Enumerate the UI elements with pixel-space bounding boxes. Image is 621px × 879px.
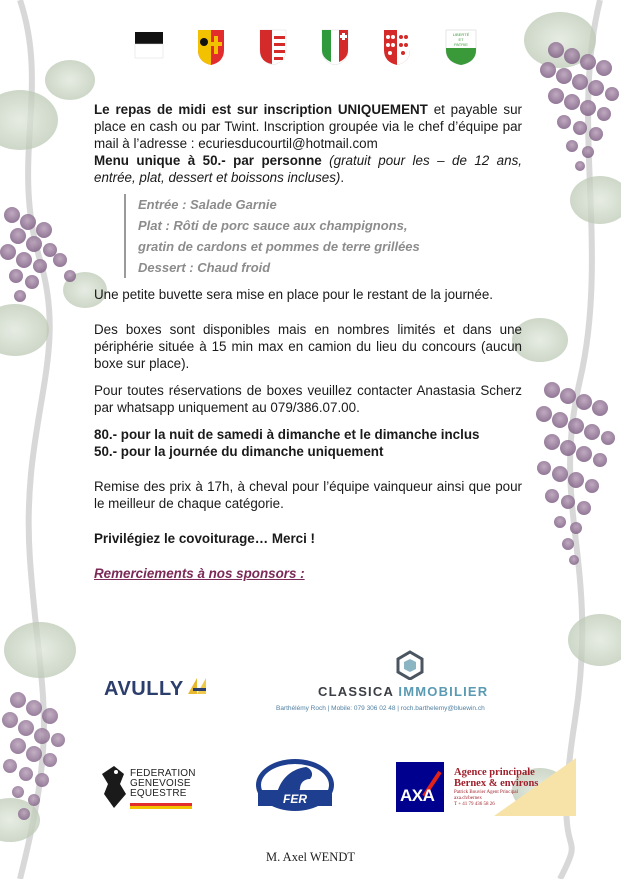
- fribourg-coat-of-arms-icon: [134, 28, 164, 66]
- axa-agency-text: [454, 767, 538, 808]
- lunch-rest-text: et payable sur place en cash ou par Twint. Inscription groupée via le chef d’équipe par mail à l’adresse : ecuriesducourtil@hotmail.com: [94, 102, 522, 151]
- jura-coat-of-arms-icon: [258, 28, 288, 66]
- fge-line2: GENEVOISE: [130, 778, 191, 789]
- vaud-motto-line2: ET: [458, 37, 464, 42]
- prizes-paragraph: Remise des prix à 17h, à cheval pour l’équipe vainqueur ainsi que pour le meilleur de chaque catégorie.: [94, 479, 522, 511]
- axa-line1: Agence principale: [454, 767, 535, 778]
- menu-entree: Entrée : Salade Garnie: [138, 197, 277, 212]
- axa-line3: Patrick Bouvier Agent Principal: [454, 790, 519, 795]
- axa-square-logo: [396, 762, 444, 812]
- vaud-coat-of-arms-icon: [444, 28, 478, 66]
- menu-list: [124, 194, 522, 278]
- price-day-line: 50.- pour la journée du dimanche uniquement: [94, 444, 384, 459]
- lunch-bold-text: Le repas de midi est sur inscription UNIQUEMENT: [94, 102, 428, 117]
- canton-flags-row: [134, 28, 486, 68]
- fer-text: FER: [283, 792, 307, 806]
- avully-logo: [98, 660, 214, 716]
- immobilier-word: IMMOBILIER: [398, 684, 489, 699]
- signature-name: M. Axel WENDT: [266, 850, 355, 864]
- vaud-motto-line3: PATRIE: [454, 42, 468, 47]
- fge-eagle-icon: [100, 764, 128, 810]
- fge-yellow-stripe: [130, 806, 192, 809]
- lunch-paragraph: [94, 101, 522, 152]
- axa-text: AXA: [400, 786, 435, 805]
- sponsors-title: Remerciements à nos sponsors :: [94, 566, 305, 581]
- menu-price-period: .: [340, 170, 345, 185]
- reservations-paragraph: Pour toutes réservations de boxes veuillez contacter Anastasia Scherz par whatsapp uniquement au 079/386.07.00.: [94, 383, 522, 415]
- fge-text: [130, 769, 196, 799]
- buvette-paragraph: Une petite buvette sera mise en place pour le restant de la journée.: [94, 287, 493, 302]
- fer-logo: [254, 757, 336, 813]
- classica-immobilier-logo: [274, 648, 549, 720]
- menu-plat-continued: gratin de cardons et pommes de terre grillées: [138, 239, 420, 254]
- main-content: [94, 101, 522, 582]
- classica-contact-line: Barthélémy Roch | Mobile: 079 306 02 48 | roch.barthelemy@bluewin.ch: [276, 705, 485, 712]
- fge-line1: FEDERATION: [130, 768, 196, 779]
- classica-wordmark: [318, 684, 488, 699]
- vaud-motto-line1: LIBERTÉ: [452, 32, 470, 37]
- menu-price-bold: Menu unique à 50.- par personne: [94, 153, 322, 168]
- carpool-line: Privilégiez le covoiturage… Merci !: [94, 531, 316, 546]
- federation-genevoise-equestre-logo: [100, 762, 195, 814]
- menu-plat: Plat : Rôti de porc sauce aux champignons,: [138, 218, 408, 233]
- menu-price-paragraph: [94, 152, 522, 186]
- menu-price-italic: (gratuit pour les – de 12 ans, entrée, plat, dessert et boissons incluses): [94, 153, 522, 185]
- fer-horse-badge-icon: [254, 757, 336, 813]
- neuchatel-coat-of-arms-icon: [320, 28, 350, 66]
- price-night-line: 80.- pour la nuit de samedi à dimanche et le dimanche inclus: [94, 427, 480, 442]
- avully-mark-icon: [186, 674, 208, 696]
- menu-dessert: Dessert : Chaud froid: [138, 260, 271, 275]
- classica-word: CLASSICA: [318, 684, 394, 699]
- axa-line2: Bernex & environs: [454, 778, 539, 789]
- axa-agency-logo: [396, 758, 576, 816]
- classica-hexagon-icon: [395, 650, 425, 680]
- boxes-paragraph: Des boxes sont disponibles mais en nombres limités et dans une périphérie située à 15 min max en camion du lieu du concours (aucun boxe sur place).: [94, 322, 522, 371]
- valais-coat-of-arms-icon: [382, 28, 412, 66]
- avully-logo-text: AVULLY: [104, 678, 184, 700]
- axa-line4: axa.ch/bernex: [454, 796, 482, 801]
- geneva-coat-of-arms-icon: [196, 28, 226, 66]
- fge-line3: EQUESTRE: [130, 788, 187, 799]
- axa-line5: T + 41 79 436 58 26: [454, 802, 495, 807]
